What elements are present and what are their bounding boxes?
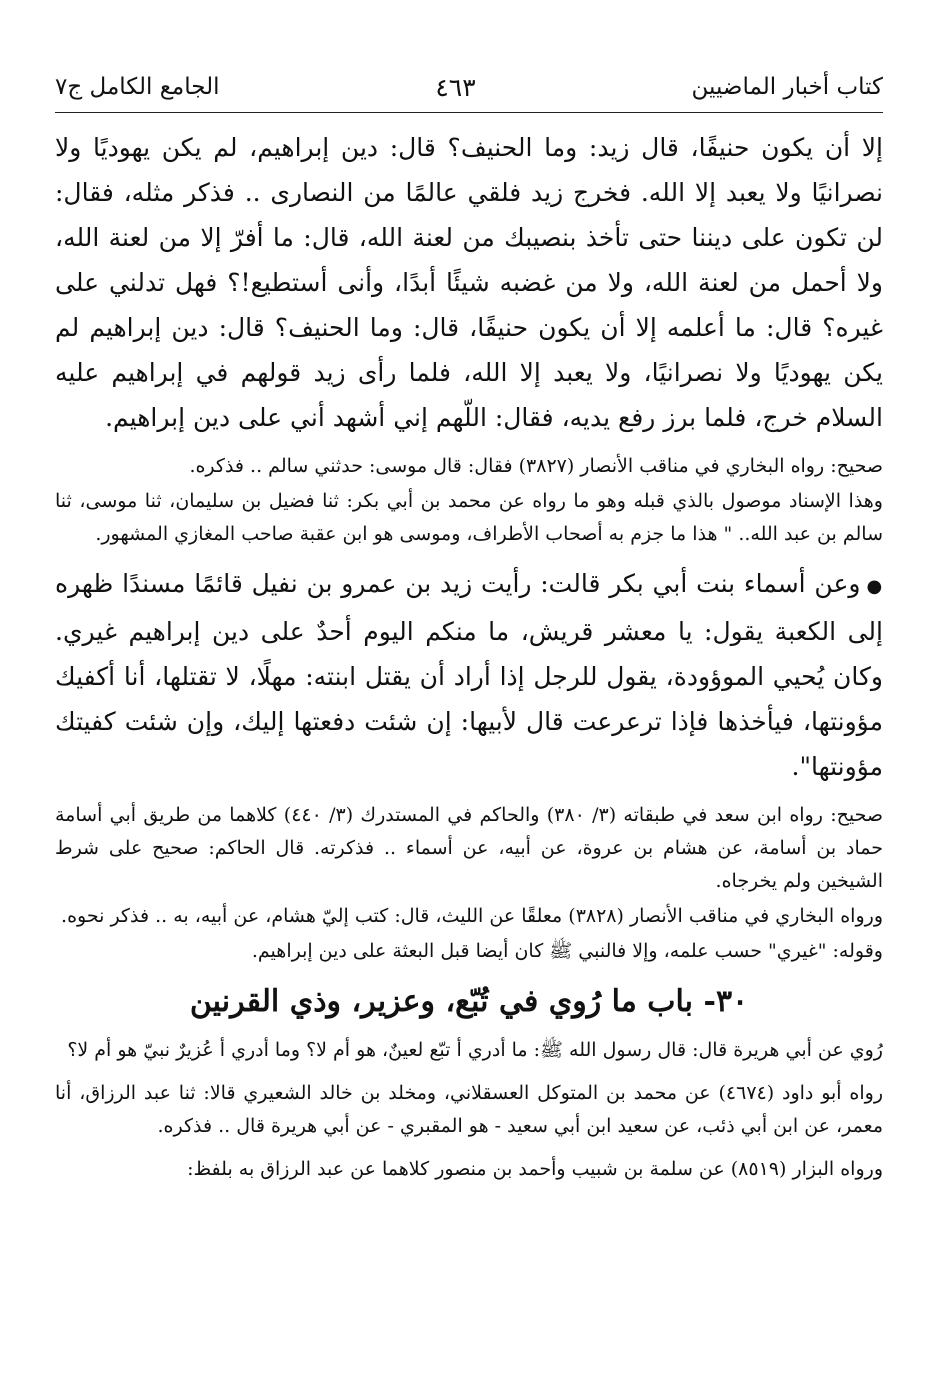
note-sahih-ibn-saad: صحيح: رواه ابن سعد في طبقاته (٣/ ٣٨٠) والحاكم في المستدرك (٣/ ٤٤٠) كلاهما من طريق أبي أسامة حماد بن أسامة، عن هشام بن عروة، عن أبيه، عن أسماء .. فذكرته. قال الحاكم: صحيح على شرط الشيخين ولم يخرجاه.	[55, 804, 883, 892]
page-number: ٤٦٣	[435, 72, 476, 102]
chapter-heading: ٣٠- باب ما رُوي في تُبّع، وعزير، وذي القرنين	[189, 984, 749, 1019]
paragraph-zaid-story: إلا أن يكون حنيفًا، قال زيد: وما الحنيف؟ قال: دين إبراهيم، لم يكن يهوديًا ولا نصرانيًا ولا يعبد إلا الله. فخرج زيد فلقي عالمًا من النصارى .. فذكر مثله، فقال: لن تكون على ديننا حتى تأخذ بنصيبك من لعنة الله، قال: ما أفرّ إلا من لعنة الله، ولا أحمل من لعنة الله، ولا من غضبه شيئًا أبدًا، وأنى أستطيع!؟ فهل تدلني على غيره؟ قال: ما أعلمه إلا أن يكون حنيفًا، قال: وما الحنيف؟ قال: دين إبراهيم لم يكن يهوديًا ولا نصرانيًا، ولا يعبد إلا الله، فلما رأى زيد قولهم في إبراهيم عليه السلام خرج، فلما برز رفع يديه، فقال: اللّهم إني أشهد أني على دين إبراهيم.	[55, 133, 883, 432]
paragraph-abu-hurairah: رُوي عن أبي هريرة قال: قال رسول الله ﷺ: ما أدري أ تبّع لعينٌ، هو أم لا؟ وما أدري أ عُزيرٌ نبيّ هو أم لا؟	[67, 1039, 883, 1061]
note-bukhari-muallaq: ورواه البخاري في مناقب الأنصار (٣٨٢٨) معلقًا عن الليث، قال: كتب إليّ هشام، عن أبيه، به .. فذكر نحوه.	[61, 905, 883, 927]
note-isnad: وهذا الإسناد موصول بالذي قبله وهو ما رواه عن محمد بن أبي بكر: ثنا فضيل بن سليمان، ثنا موسى، ثنا سالم بن عبد الله.. " هذا ما جزم به أصحاب الأطراف، وموسى هو ابن عقبة صاحب المغازي المشهور.	[55, 490, 883, 545]
book-title: الجامع الكامل ج٧	[55, 74, 220, 100]
book-section-title: كتاب أخبار الماضيين	[691, 74, 883, 100]
page-header	[55, 62, 883, 113]
page-body	[55, 125, 883, 1186]
bullet-icon: ●	[866, 576, 883, 597]
note-abu-dawud: رواه أبو داود (٤٦٧٤) عن محمد بن المتوكل العسقلاني، ومخلد بن خالد الشعيري قالا: ثنا عبد الرزاق، أنا معمر، عن ابن أبي ذئب، عن سعيد ابن أبي سعيد - هو المقبري - عن أبي هريرة قال .. فذكره.	[55, 1082, 883, 1137]
note-ghayri: وقوله: "غيري" حسب علمه، وإلا فالنبي ﷺ كان أيضا قبل البعثة على دين إبراهيم.	[251, 940, 883, 962]
paragraph-asma-hadith	[55, 561, 883, 789]
paragraph-asma-text: وعن أسماء بنت أبي بكر قالت: رأيت زيد بن عمرو بن نفيل قائمًا مسندًا ظهره إلى الكعبة يقول: يا معشر قريش، ما منكم اليوم أحدٌ على دين إبراهيم غيري. وكان يُحيي الموؤودة، يقول للرجل إذا أراد أن يقتل ابنته: مهلًا، لا تقتلها، أنا أكفيك مؤونتها، فيأخذها فإذا ترعرعت قال لأبيها: إن شئت دفعتها إليك، وإن شئت كفيتك مؤونتها".	[55, 569, 883, 781]
note-sahih-bukhari: صحيح: رواه البخاري في مناقب الأنصار (٣٨٢٧) فقال: قال موسى: حدثني سالم .. فذكره.	[189, 455, 883, 477]
note-bazzar: ورواه البزار (٨٥١٩) عن سلمة بن شبيب وأحمد بن منصور كلاهما عن عبد الرزاق به بلفظ:	[187, 1158, 883, 1180]
